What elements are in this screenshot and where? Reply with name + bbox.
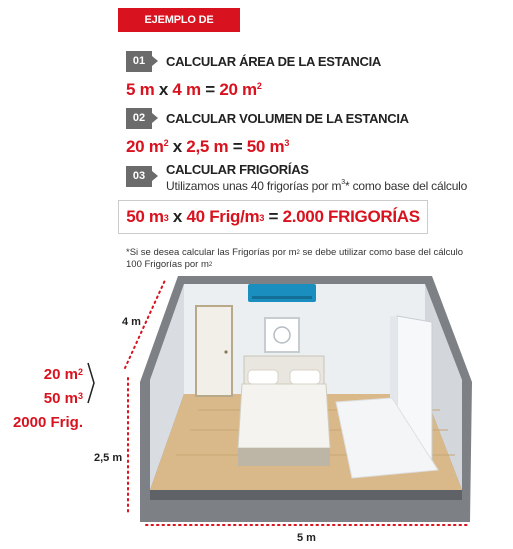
formula-volume-op1: x [168, 137, 187, 156]
formula-area-result: 20 $m^2$ [219, 80, 262, 99]
side-frigories: 2000 Frig. [12, 414, 83, 431]
pillow-right [290, 370, 320, 384]
formula-area-op1: x [154, 80, 173, 99]
step-title-03: CALCULAR FRIGORÍAS [166, 162, 309, 177]
wall-picture [265, 318, 299, 352]
air-conditioner-unit [248, 284, 316, 302]
depth-label: 4 m [122, 316, 141, 328]
formula-area-op2: = [200, 80, 220, 99]
front-lip [150, 490, 462, 500]
step-number-02: 02 [126, 108, 152, 129]
width-label: 5 m [297, 532, 316, 544]
result-op2: = [264, 207, 283, 226]
step-title-01: CALCULAR ÁREA DE LA ESTANCIA [166, 54, 381, 69]
formula-volume-result: 50 $m^3$ [246, 137, 290, 156]
result-total: 2.000 FRIGORÍAS [282, 207, 420, 226]
formula-area-length: 5 m [126, 80, 155, 99]
step-number-01: 01 [126, 51, 152, 72]
formula-area-width: 4 m [172, 80, 201, 99]
pillow-left [248, 370, 278, 384]
step-number-03: 03 [126, 166, 152, 187]
result-rate: 40 Frig/$m^3$ [186, 207, 265, 226]
formula-volume-area: 20 $m^2$ [126, 137, 169, 156]
result-op1: x [168, 207, 187, 226]
height-label: 2,5 m [94, 452, 123, 464]
result-volume: 50 $m^3$ [126, 207, 169, 226]
side-volume: 50 $m^3$ [43, 390, 83, 407]
example-banner: EJEMPLO DE CÁLCULO [118, 8, 240, 32]
bed-mattress [238, 384, 330, 448]
step-subtitle-03: Utilizamos unas 40 frigorías por $m^3*$ como base del cálculo [166, 179, 468, 193]
formula-volume-height: 2,5 m [186, 137, 229, 156]
footnote: *Si se desea calcular las Frigorías por $m^2$ se debe utilizar como base del cálculo 100 Frigorías por $m^2$ [126, 247, 464, 270]
side-area: 20 $m^2$ [43, 366, 83, 383]
formula-volume-op2: = [228, 137, 247, 156]
step-title-02: CALCULAR VOLUMEN DE LA ESTANCIA [166, 111, 409, 126]
side-bracket [88, 363, 94, 403]
